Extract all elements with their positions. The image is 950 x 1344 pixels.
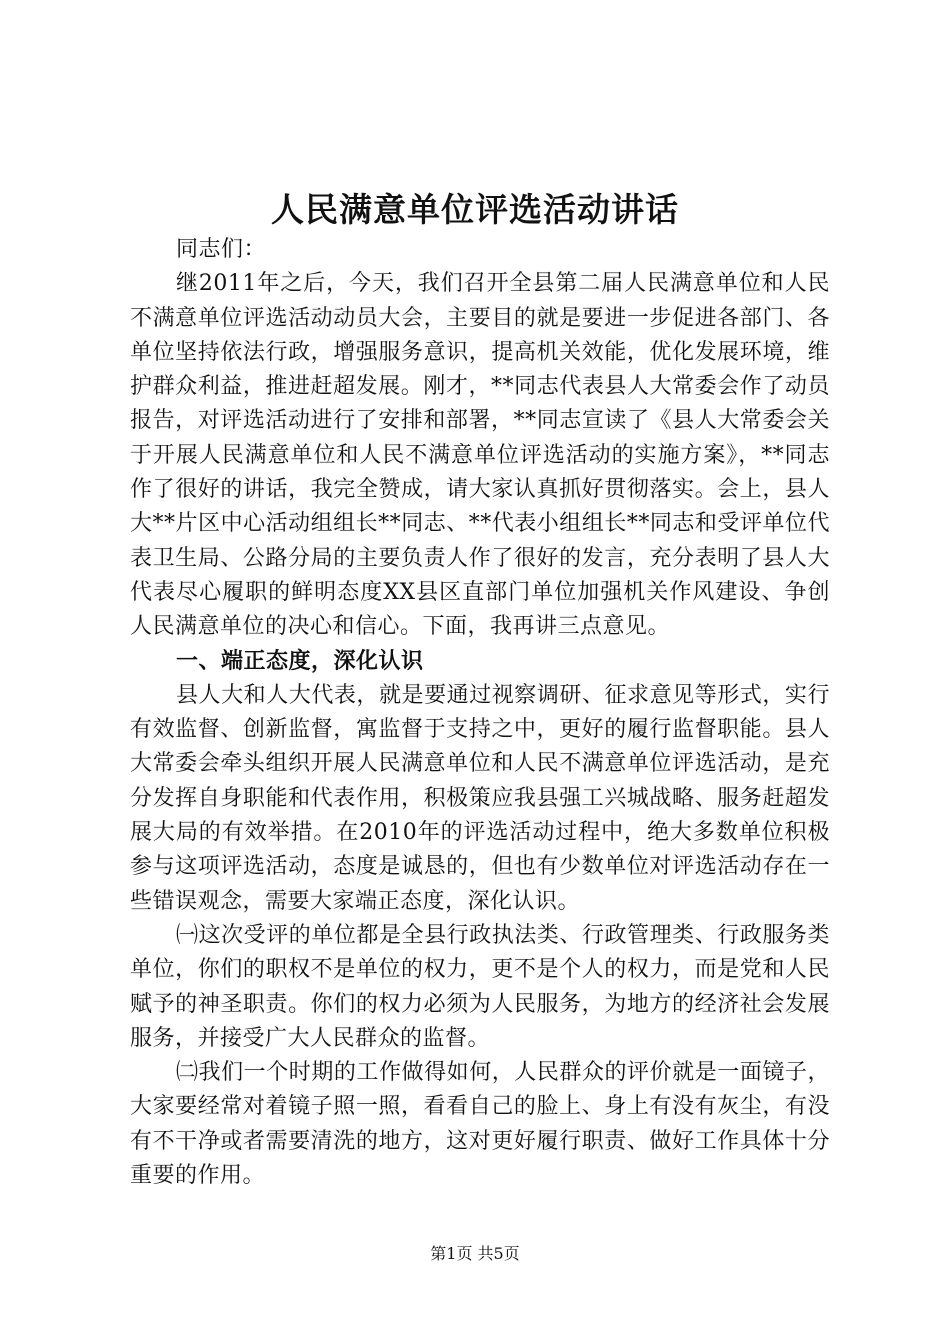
paragraph-point-2: ㈡我们一个时期的工作做得如何，人民群众的评价就是一面镜子，大家要经常对着镜子照一照，看看自己的脸上、身上有没有灰尘，有没有不干净或者需要清洗的地方，这对更好履行职责、做好工作具体十分重要的作用。 <box>130 1060 830 1189</box>
section-heading-1: 一、端正态度，深化认识 <box>176 648 424 674</box>
paragraph-section-1: 县人大和人大代表，就是要通过视察调研、征求意见等形式，实行有效监督、创新监督，寓监督于支持之中，更好的履行监督职能。县人大常委会牵头组织开展人民满意单位和人民不满意单位评选活动，是充分发挥自身职能和代表作用，积极策应我县强工兴城战略、服务赶超发展大局的有效举措。在2010年的评选活动过程中，绝大多数单位积极参与这项评选活动，态度是诚恳的，但也有少数单位对评选活动存在一些错误观念，需要大家端正态度，深化认识。 <box>130 682 830 914</box>
paragraph-intro: 继2011年之后，今天，我们召开全县第二届人民满意单位和人民不满意单位评选活动动员大会，主要目的就是要进一步促进各部门、各单位坚持依法行政，增强服务意识，提高机关效能，优化发展环境，维护群众利益，推进赶超发展。刚才，**同志代表县人大常委会作了动员报告，对评选活动进行了安排和部署，**同志宣读了《县人大常委会关于开展人民满意单位和人民不满意单位评选活动的实施方案》，**同志作了很好的讲话，我完全赞成，请大家认真抓好贯彻落实。会上，县人大**片区中心活动组组长**同志、**代表小组组长**同志和受评单位代表卫生局、公路分局的主要负责人作了很好的发言，充分表明了县人大代表尽心履职的鲜明态度XX县区直部门单位加强机关作风建设、争创人民满意单位的决心和信心。下面，我再讲三点意见。 <box>130 271 830 640</box>
document-body <box>130 233 830 1193</box>
paragraph-point-1: ㈠这次受评的单位都是全县行政执法类、行政管理类、行政服务类单位，你们的职权不是单位的权力，更不是个人的权力，而是党和人民赋予的神圣职责。你们的权力必须为人民服务，为地方的经济社会发展服务，并接受广大人民群众的监督。 <box>130 922 830 1051</box>
document-title: 人民满意单位评选活动讲话 <box>271 190 679 229</box>
page-footer: 第1页 共5页 <box>430 1244 520 1263</box>
salutation: 同志们： <box>176 237 267 262</box>
